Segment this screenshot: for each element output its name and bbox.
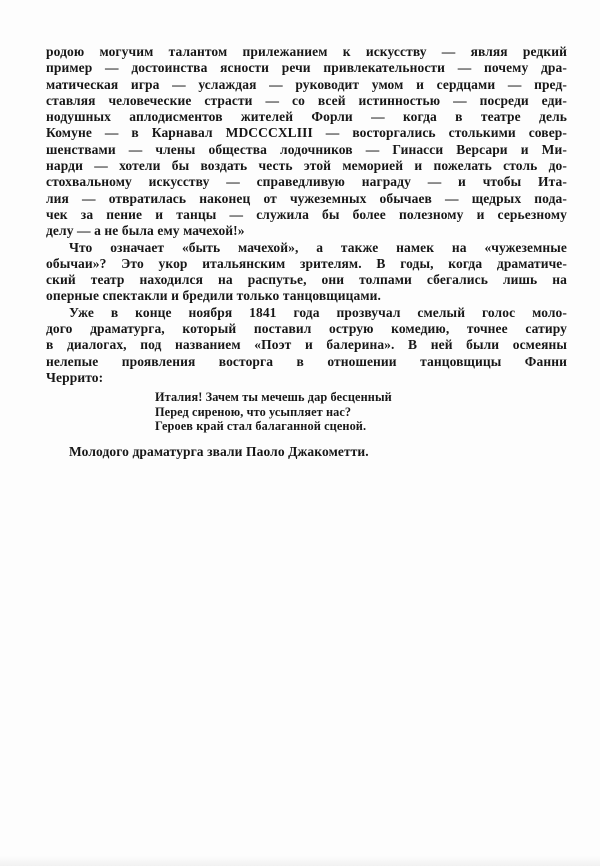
text-line: в диалогах, под названием «Поэт и балерина». В ней были осмеяны [46,337,567,353]
scan-edge [0,856,600,866]
closing-paragraph [46,444,567,460]
verse-line: Героев край стал балаганной сценой. [155,419,367,434]
dedication-paragraph [46,44,567,240]
text-line: оперные спектакли и бредили только танцовщицами. [46,288,381,304]
text-line: нарди — хотели бы воздать честь этой меморией и пожелать столь до- [46,158,567,174]
text-line: Что означает «быть мачехой», а также намек на «чужеземные [69,239,567,255]
text-block [46,44,567,460]
stepmother-paragraph [46,240,567,305]
text-line: ский театр находился на распутье, они толпами сбегались лишь на [46,272,567,288]
text-line: чек за пение и танцы — служила бы более полезному и серьезному [46,206,567,222]
text-line: ставляя человеческие страсти — со всей истинностью — посреди еди- [46,92,567,108]
text-line: матическая игра — услаждая — руководит умом и сердцами — пред- [46,76,567,92]
text-line: лия — отвратилась наконец от чужеземных обычаев — щедрых пода- [46,190,567,206]
verse-line: Перед сиреною, что усыпляет нас? [155,404,352,419]
text-line: Уже в конце ноября 1841 года прозвучал смелый голос моло- [69,304,567,320]
verse-quote [155,390,567,434]
text-line: нодушных аплодисментов жителей Форли — когда в театре дель [46,109,567,125]
text-line: Молодого драматурга звали Паоло Джакометти. [69,444,369,460]
text-line: пример — достоинства ясности речи привлекательности — почему дра- [46,60,567,76]
text-line: родою могучим талантом прилежанием к искусству — являя редкий [46,44,567,59]
text-line: Комуне — в Карнавал MDCCCXLIII — восторгались столькими совер- [46,125,567,141]
text-line: дого драматурга, который поставил острую комедию, точнее сатиру [46,321,567,337]
text-line: нелепые проявления восторга в отношении танцовщицы Фанни [46,353,567,369]
text-line: делу — а не была ему мачехой!» [46,223,245,239]
comedy-paragraph [46,305,567,386]
text-line: обычаи»? Это укор итальянским зрителям. В годы, когда драматиче- [46,255,567,271]
text-line: стохвальному искусству — справедливую награду — и чтобы Ита- [46,174,567,190]
text-line: Черрито: [46,369,104,385]
text-line: шенствами — члены общества лодочников — Гинасси Версари и Ми- [46,141,567,157]
verse-line: Италия! Зачем ты мечешь дар бесценный [155,390,392,405]
